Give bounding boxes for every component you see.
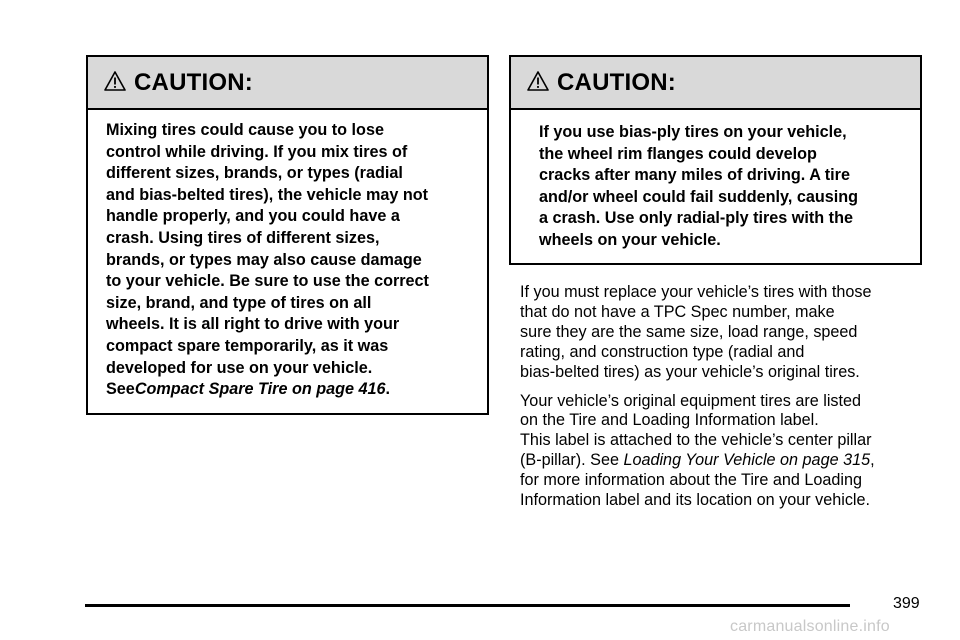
loading-your-vehicle-link[interactable]: Loading Your Vehicle on page 315 — [623, 451, 871, 470]
text-line: sure they are the same size, load range, speed — [520, 322, 858, 341]
text-line: If you must replace your vehicle’s tires with those — [520, 283, 872, 301]
caution-line: wheels on your vehicle. — [539, 230, 721, 249]
caution-title: CAUTION: — [557, 68, 676, 96]
caution-box-bias-ply-tires — [509, 55, 922, 265]
caution-header — [511, 57, 920, 110]
paragraph-tpc-spec — [520, 283, 930, 383]
see-reference-line — [106, 379, 475, 401]
caution-line: and bias-belted tires), the vehicle may not — [106, 185, 429, 204]
caution-line: to your vehicle. Be sure to use the correct — [106, 272, 429, 291]
caution-line: wheels. It is all right to drive with your — [106, 315, 400, 334]
caution-line: cracks after many miles of driving. A tire — [539, 166, 850, 185]
caution-line: a crash. Use only radial-ply tires with the — [539, 209, 853, 228]
caution-line: brands, or types may also cause damage — [106, 250, 422, 269]
compact-spare-tire-link[interactable]: Compact Spare Tire on page 416 — [134, 380, 386, 399]
caution-line: and/or wheel could fail suddenly, causing — [539, 187, 859, 206]
text-line: Your vehicle’s original equipment tires are listed — [520, 391, 862, 410]
text-line: bias-belted tires) as your vehicle’s original tires. — [520, 362, 860, 381]
text-line: on the Tire and Loading Information label. — [520, 411, 819, 430]
text-line: that do not have a TPC Spec number, make — [520, 302, 835, 321]
text-line-with-reference — [520, 451, 930, 471]
footer-rule — [85, 604, 850, 607]
page-number: 399 — [893, 595, 920, 612]
body-text — [520, 283, 930, 520]
caution-box-mixing-tires — [86, 55, 489, 415]
caution-line: control while driving. If you mix tires of — [106, 142, 408, 161]
caution-title: CAUTION: — [134, 68, 253, 96]
watermark: carmanualsonline.info — [730, 618, 890, 635]
warning-triangle-icon — [104, 70, 126, 92]
see-prefix: See — [106, 380, 135, 399]
warning-triangle-icon — [527, 70, 549, 92]
caution-body — [511, 110, 920, 252]
caution-body — [88, 110, 487, 401]
see-suffix: . — [385, 380, 391, 399]
ref-suffix: , — [870, 451, 875, 470]
caution-line: Mixing tires could cause you to lose — [106, 121, 384, 139]
caution-line: different sizes, brands, or types (radial — [106, 164, 403, 183]
caution-line: handle properly, and you could have a — [106, 207, 400, 226]
caution-line: crash. Using tires of different sizes, — [106, 228, 380, 247]
text-line: This label is attached to the vehicle’s center pillar — [520, 431, 872, 450]
caution-line: the wheel rim flanges could develop — [539, 144, 817, 163]
caution-line: If you use bias-ply tires on your vehicle, — [539, 123, 847, 141]
caution-line: developed for use on your vehicle. — [106, 358, 373, 377]
caution-line: compact spare temporarily, as it was — [106, 336, 389, 355]
text-line: for more information about the Tire and Loading — [520, 471, 862, 490]
caution-header — [88, 57, 487, 110]
paragraph-original-tires — [520, 392, 930, 511]
caution-line: size, brand, and type of tires on all — [106, 293, 372, 312]
text-line: rating, and construction type (radial and — [520, 342, 805, 361]
ref-prefix: (B-pillar). See — [520, 451, 624, 470]
text-line: Information label and its location on your vehicle. — [520, 491, 871, 510]
